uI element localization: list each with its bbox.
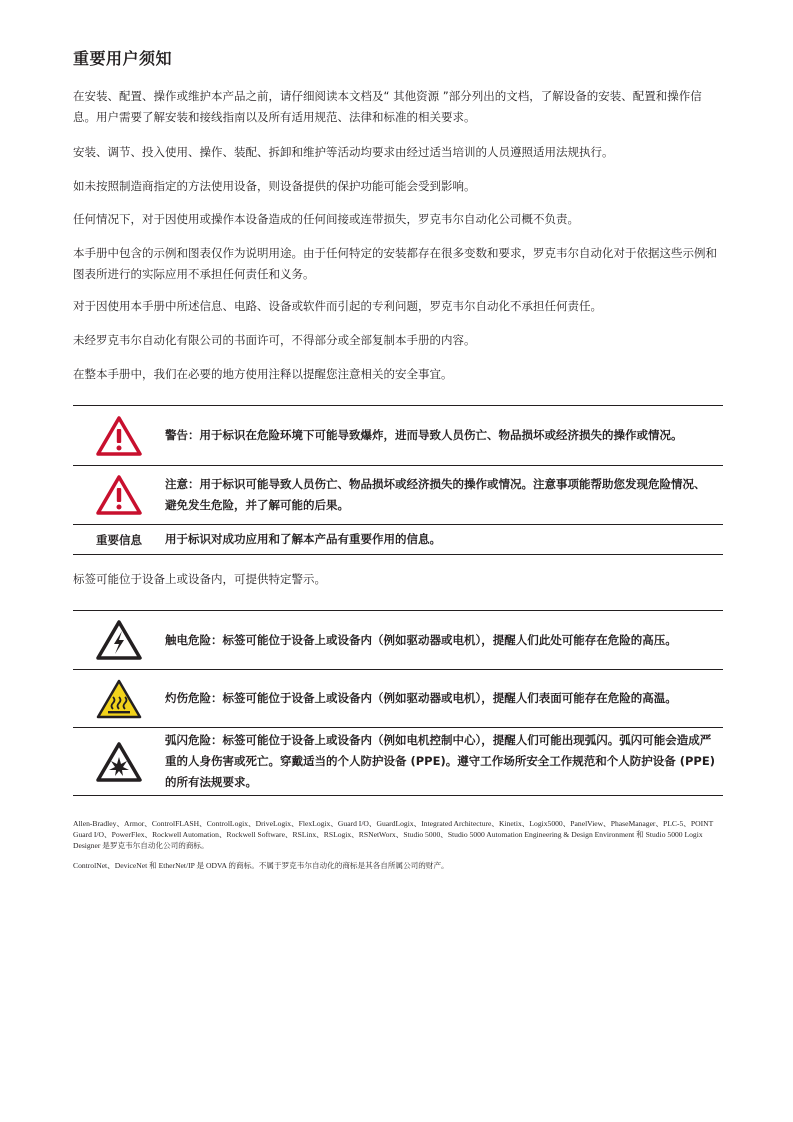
intro-paragraph-3: 如未按照制造商指定的方法使用设备，则设备提供的保护功能可能会受到影响。 <box>73 179 476 193</box>
intro-paragraph-2: 安装、调节、投入使用、操作、装配、拆卸和维护等活动均要求由经过适当培训的人员遵照适用法规执行。 <box>73 145 614 159</box>
arc-keyword: 弧闪危险： <box>165 733 223 747</box>
intro-paragraph-6: 对于因使用本手册中所述信息、电路、设备或软件而引起的专利问题，罗克韦尔自动化不承担任何责任。 <box>73 299 602 313</box>
attention-keyword: 注意： <box>165 477 200 491</box>
burn-row <box>73 670 723 728</box>
important-text: 用于标识对成功应用和了解本产品有重要作用的信息。 <box>165 532 441 546</box>
attention-text: 用于标识可能导致人员伤亡、物品损坏或经济损失的操作或情况。注意事项能帮助您发现危险情况、避免发生危险，并了解可能的后果。 <box>165 477 706 512</box>
intro-paragraph-7: 未经罗克韦尔自动化有限公司的书面许可，不得部分或全部复制本手册的内容。 <box>73 333 476 347</box>
shock-keyword: 触电危险： <box>165 632 223 647</box>
footer-odva: ControlNet、DeviceNet 和 EtherNet/IP 是 ODVA 的商标。不属于罗克韦尔自动化的商标是其各自所属公司的财产。 <box>73 861 449 870</box>
arc-text: 标签可能位于设备上或设备内（例如电机控制中心），提醒人们可能出现弧闪。弧闪可能会造成严重的人身伤害或死亡。穿戴适当的个人防护设备 (PPE)。遵守工作场所安全工作规范和个人防护设备 (PPE) 的所有法规要求。 <box>165 733 715 789</box>
burn-hazard-icon <box>95 678 143 720</box>
attention-row <box>73 466 723 525</box>
footer-trademarks: Allen-Bradley、Armor、ControlFLASH、ControlLogix、DriveLogix、FlexLogix、Guard I/O、GuardLogix、Integrated Architecture、Kinetix、Logix5000、PanelView、PhaseManager、PLC-5、POINT Guard I/O、PowerFlex、Rockwell Automation、Rockwell Software、RSLinx、RSLogix、RSNetWorx、Studio 5000、Studio 5000 Automation Engineering & Design Environment 和 Studio 5000 Logix Designer 是罗克韦尔自动化公司的商标。 <box>73 819 714 850</box>
burn-text: 标签可能位于设备上或设备内（例如驱动器或电机），提醒人们表面可能存在危险的高温。 <box>222 691 677 705</box>
arc-flash-icon <box>95 741 143 783</box>
burn-keyword: 灼伤危险： <box>165 691 223 705</box>
intro-paragraph-4: 任何情况下，对于因使用或操作本设备造成的任何间接或连带损失，罗克韦尔自动化公司概不负责。 <box>73 212 579 226</box>
warning-text: 用于标识在危险环境下可能导致爆炸，进而导致人员伤亡、物品损坏或经济损失的操作或情况。 <box>199 428 683 442</box>
notice-table <box>73 405 723 555</box>
labels-intro: 标签可能位于设备上或设备内，可提供特定警示。 <box>73 572 326 586</box>
page-title: 重要用户须知 <box>73 49 173 68</box>
shock-hazard-icon <box>95 619 143 661</box>
intro-paragraph-5: 本手册中包含的示例和图表仅作为说明用途。由于任何特定的安装都存在很多变数和要求，罗克韦尔自动化对于依据这些示例和图表所进行的实际应用不承担任何责任和义务。 <box>73 246 717 281</box>
hazard-labels-table <box>73 610 723 796</box>
intro-paragraph-1: 在安装、配置、操作或维护本产品之前，请仔细阅读本文档及“ 其他资源 ”部分列出的文档，了解设备的安装、配置和操作信息。用户需要了解安装和接线指南以及所有适用规范、法律和标准的相关要求。 <box>73 89 702 124</box>
arc-flash-row <box>73 728 723 796</box>
shock-text: 标签可能位于设备上或设备内（例如驱动器或电机），提醒人们此处可能存在危险的高压。 <box>222 632 677 647</box>
shock-row <box>73 611 723 670</box>
attention-triangle-icon <box>95 474 143 516</box>
important-label: 重要信息 <box>96 532 142 547</box>
warning-keyword: 警告： <box>165 428 200 442</box>
warning-triangle-icon <box>95 415 143 457</box>
important-row <box>73 525 723 555</box>
warning-row <box>73 406 723 466</box>
intro-paragraph-8: 在整本手册中，我们在必要的地方使用注释以提醒您注意相关的安全事宜。 <box>73 367 453 381</box>
